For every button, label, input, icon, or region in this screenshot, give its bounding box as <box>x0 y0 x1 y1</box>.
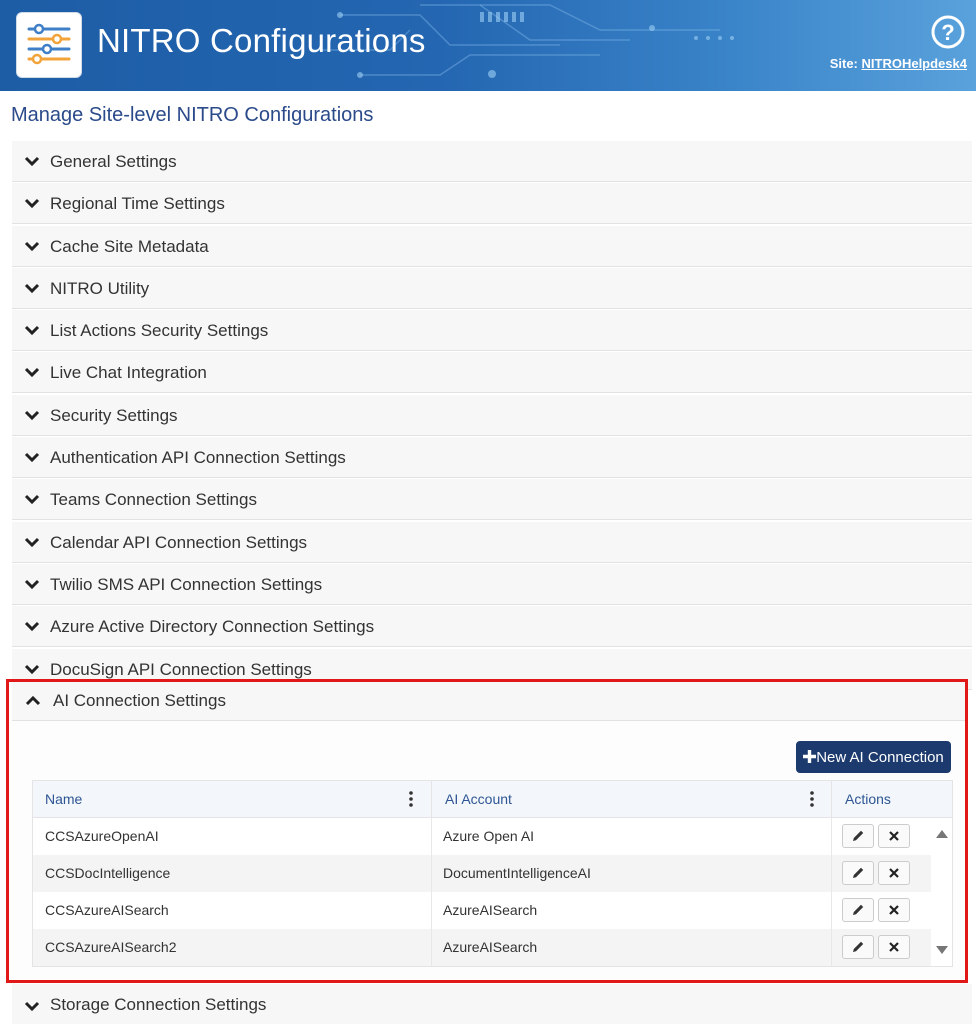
cell-name: CCSDocIntelligence <box>45 865 171 881</box>
cell-name: CCSAzureOpenAI <box>45 828 159 844</box>
accordion-item-authentication-api[interactable] <box>12 437 972 478</box>
table-row <box>33 929 931 966</box>
settings-accordion <box>12 141 972 691</box>
accordion-item-label: DocuSign API Connection Settings <box>50 659 312 679</box>
cell-ai-account: Azure Open AI <box>443 828 535 844</box>
chevron-up-icon <box>25 695 41 707</box>
accordion-item-label: AI Connection Settings <box>53 691 226 710</box>
accordion-item-ai-connection[interactable] <box>12 682 965 721</box>
accordion-item-label: General Settings <box>50 152 177 171</box>
accordion-item-label: Regional Time Settings <box>50 194 225 214</box>
ai-connection-section <box>6 679 968 983</box>
accordion-item-calendar-api[interactable] <box>12 522 972 563</box>
accordion-item-general[interactable] <box>12 141 972 182</box>
chevron-down-icon <box>24 240 40 252</box>
column-header-actions: Actions <box>845 791 891 807</box>
column-header-ai-account[interactable]: AI Account <box>445 791 512 807</box>
chevron-down-icon <box>24 663 40 675</box>
table-row <box>33 818 931 855</box>
edit-button[interactable] <box>842 935 874 959</box>
pencil-icon <box>851 903 865 917</box>
site-link[interactable]: NITROHelpdesk4 <box>861 56 967 71</box>
site-info <box>830 56 967 71</box>
table-row <box>33 855 931 892</box>
chevron-down-icon <box>24 451 40 463</box>
svg-text:?: ? <box>941 20 955 45</box>
cell-divider <box>431 929 432 966</box>
accordion-item-list-actions-security[interactable] <box>12 310 972 351</box>
page-title: Manage Site-level NITRO Configurations <box>11 104 374 126</box>
table-row <box>33 892 931 929</box>
ai-connections-grid <box>32 780 953 967</box>
chevron-down-icon <box>24 1000 40 1012</box>
chevron-down-icon <box>24 155 40 167</box>
accordion-item-label: Azure Active Directory Connection Settings <box>50 617 375 637</box>
accordion-item-live-chat[interactable] <box>12 352 972 393</box>
accordion-item-label: Teams Connection Settings <box>50 490 257 510</box>
accordion-item-storage[interactable] <box>12 984 972 1024</box>
cell-divider <box>431 855 432 892</box>
chevron-down-icon <box>24 620 40 632</box>
accordion-item-regional-time[interactable] <box>12 183 972 224</box>
chevron-down-icon <box>24 409 40 421</box>
scroll-up-icon[interactable] <box>935 829 949 839</box>
column-menu-icon[interactable] <box>809 790 815 808</box>
accordion-item-teams[interactable] <box>12 479 972 520</box>
accordion-item-azure-ad[interactable] <box>12 606 972 647</box>
edit-button[interactable] <box>842 898 874 922</box>
pencil-icon <box>851 866 865 880</box>
pencil-icon <box>851 829 865 843</box>
accordion-item-label: Calendar API Connection Settings <box>50 532 308 552</box>
column-header-name[interactable]: Name <box>45 791 83 807</box>
cell-ai-account: DocumentIntelligenceAI <box>443 865 591 881</box>
chevron-down-icon <box>24 282 40 294</box>
grid-header <box>33 781 952 818</box>
cell-divider <box>831 929 832 966</box>
accordion-item-label: Live Chat Integration <box>50 363 207 383</box>
chevron-down-icon <box>24 324 40 336</box>
help-icon[interactable] <box>931 15 965 49</box>
chevron-down-icon <box>24 197 40 209</box>
accordion-item-twilio-sms[interactable] <box>12 564 972 605</box>
cell-divider <box>831 818 832 855</box>
app-title: NITRO Configurations <box>97 22 426 59</box>
cell-divider <box>831 855 832 892</box>
close-icon <box>889 942 899 952</box>
edit-button[interactable] <box>842 824 874 848</box>
accordion-item-nitro-utility[interactable] <box>12 268 972 309</box>
app-header <box>0 0 976 91</box>
accordion-item-security[interactable] <box>12 395 972 436</box>
accordion-item-label: List Actions Security Settings <box>50 321 269 341</box>
chevron-down-icon <box>24 578 40 590</box>
edit-button[interactable] <box>842 861 874 885</box>
accordion-item-label: Cache Site Metadata <box>50 236 209 256</box>
cell-ai-account: AzureAISearch <box>443 939 538 955</box>
accordion-item-cache-metadata[interactable] <box>12 226 972 267</box>
close-icon <box>889 905 899 915</box>
accordion-item-label: Security Settings <box>50 405 178 425</box>
cell-divider <box>831 892 832 929</box>
close-icon <box>889 831 899 841</box>
close-icon <box>889 868 899 878</box>
app-logo <box>16 12 82 78</box>
column-divider[interactable] <box>831 781 832 817</box>
cell-divider <box>431 892 432 929</box>
accordion-item-label: Twilio SMS API Connection Settings <box>50 574 323 594</box>
cell-divider <box>431 818 432 855</box>
chevron-down-icon <box>24 493 40 505</box>
chevron-down-icon <box>24 366 40 378</box>
accordion-item-label: NITRO Utility <box>50 278 150 298</box>
column-menu-icon[interactable] <box>408 790 414 808</box>
accordion-item-label: Authentication API Connection Settings <box>50 448 346 468</box>
delete-button[interactable] <box>878 935 910 959</box>
new-ai-connection-button[interactable] <box>796 741 951 773</box>
new-ai-connection-label: New AI Connection <box>816 748 944 766</box>
chevron-down-icon <box>24 536 40 548</box>
delete-button[interactable] <box>878 824 910 848</box>
column-divider[interactable] <box>431 781 432 817</box>
cell-name: CCSAzureAISearch2 <box>45 939 177 955</box>
pencil-icon <box>851 940 865 954</box>
scroll-down-icon[interactable] <box>935 945 949 955</box>
cell-ai-account: AzureAISearch <box>443 902 538 918</box>
plus-icon <box>803 750 816 763</box>
delete-button[interactable] <box>878 898 910 922</box>
site-label: Site: <box>829 56 858 71</box>
sliders-icon <box>25 23 73 67</box>
accordion-item-label: Storage Connection Settings <box>50 995 267 1014</box>
delete-button[interactable] <box>878 861 910 885</box>
cell-name: CCSAzureAISearch <box>45 902 169 918</box>
